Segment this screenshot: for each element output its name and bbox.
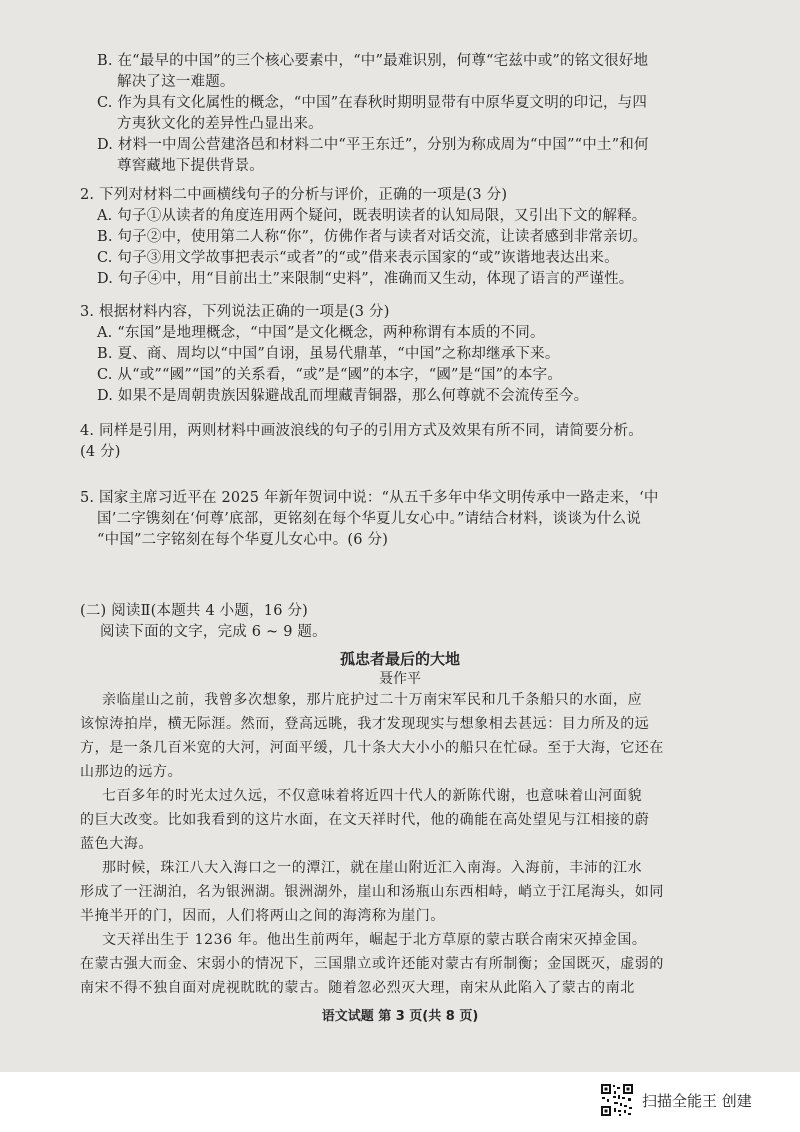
- q2-option-c: C. 句子③用文学故事把表示“或者”的“或”借来表示国家的“或”诙谐地表达出来。: [97, 250, 619, 266]
- paragraph-line: 南宋不得不独自面对虎视眈眈的蒙古。随着忽必烈灭大理，南宋从此陷入了蒙古的南北: [80, 980, 635, 996]
- q3-option-d: D. 如果不是周朝贵族因躲避战乱而埋藏青铜器，那么何尊就不会流传至今。: [97, 388, 589, 404]
- q1-option-c-cont: 方夷狄文化的差异性凸显出来。: [117, 116, 323, 132]
- q3-option-b: B. 夏、商、周均以“中国”自诩，虽易代鼎革，“中国”之称却继承下来。: [97, 346, 560, 362]
- scanner-watermark: [600, 1082, 752, 1118]
- question-4: [80, 421, 643, 463]
- section-header: (二) 阅读Ⅱ(本题共 4 小题，16 分): [80, 603, 308, 619]
- question-3: [80, 302, 588, 407]
- q2-option-a: A. 句子①从读者的角度连用两个疑问，既表明读者的认知局限，又引出下文的解释。: [97, 208, 647, 224]
- article-paragraph-3: [80, 856, 664, 928]
- q1-option-b-cont: 解决了这一难题。: [117, 74, 235, 90]
- scanner-brand-label: 扫描全能王 创建: [642, 1091, 752, 1110]
- reading-section-2: [80, 601, 327, 643]
- question-5: [80, 488, 659, 551]
- question-2: [80, 185, 647, 290]
- article-body: [80, 688, 664, 1000]
- article-paragraph-2: [80, 784, 664, 856]
- paragraph-line: 半掩半开的门，因而，人们将两山之间的海湾称为崖门。: [80, 908, 445, 924]
- q3-option-a: A. “东国”是地理概念，“中国”是文化概念，两种称谓有本质的不同。: [97, 325, 545, 341]
- paragraph-line: 蓝色大海。: [80, 836, 153, 852]
- paragraph-line: 文天祥出生于 1236 年。他出生前两年，崛起于北方草原的蒙古联合南宋灭掉金国。: [102, 932, 647, 948]
- paragraph-line: 山那边的远方。: [80, 764, 183, 780]
- article-paragraph-4: [80, 928, 664, 1000]
- qr-code-icon: [600, 1083, 634, 1117]
- paragraph-line: 那时候，珠江八大入海口之一的潭江，就在崖山附近汇入南海。入海前，丰沛的江水: [102, 860, 643, 876]
- q1-option-c: C. 作为具有文化属性的概念，“中国”在春秋时期明显带有中原华夏文明的印记，与四: [97, 95, 648, 111]
- q2-stem: 2. 下列对材料二中画横线句子的分析与评价，正确的一项是(3 分): [80, 187, 508, 203]
- q5-line-2: 国’二字镌刻在‘何尊’底部，更铭刻在每个华夏儿女心中。”请结合材料，谈谈为什么说: [97, 511, 641, 527]
- page-footer: 语文试题 第 3 页(共 8 页): [321, 1009, 479, 1024]
- q5-line-3: “中国”二字铭刻在每个华夏儿女心中。(6 分): [97, 532, 389, 548]
- q1-option-d-cont: 尊窖藏地下提供背景。: [117, 158, 264, 174]
- article-paragraph-1: [80, 688, 664, 784]
- paragraph-line: 的巨大改变。比如我看到的这片水面，在文天祥时代，他的确能在高处望见与江相接的蔚: [80, 812, 650, 828]
- q4-line-2: (4 分): [80, 444, 121, 460]
- section-instruction: 阅读下面的文字，完成 6 ~ 9 题。: [100, 624, 327, 640]
- article-author: 聂作平: [379, 671, 421, 687]
- q5-line-1: 5. 国家主席习近平在 2025 年新年贺词中说：“从五千多年中华文明传承中一路走来，‘中: [80, 490, 659, 506]
- q1-option-b: B. 在“最早的中国”的三个核心要素中，“中”最难识别，何尊“宅兹中或”的铭文很好地: [97, 53, 649, 69]
- paragraph-line: 方，是一条几百米宽的大河，河面平缓，几十条大大小小的船只在忙碌。至于大海，它还在: [80, 740, 664, 756]
- q3-stem: 3. 根据材料内容，下列说法正确的一项是(3 分): [80, 304, 390, 320]
- paragraph-line: 亲临崖山之前，我曾多次想象，那片庇护过二十万南宋军民和几千条船只的水面，应: [102, 692, 643, 708]
- q4-line-1: 4. 同样是引用，两则材料中画波浪线的句子的引用方式及效果有所不同，请简要分析。: [80, 423, 643, 439]
- q2-option-b: B. 句子②中，使用第二人称“你”，仿佛作者与读者对话交流，让读者感到非常亲切。: [97, 229, 648, 245]
- q3-option-c: C. 从“或”“國”“国”的关系看，“或”是“國”的本字，“國”是“国”的本字。: [97, 367, 563, 383]
- q1-option-d: D. 材料一中周公营建洛邑和材料二中“平王东迁”，分别为称成周为“中国”“中土”和何: [97, 137, 649, 153]
- article-title: 孤忠者最后的大地: [339, 650, 460, 668]
- paragraph-line: 七百多年的时光太过久远，不仅意味着将近四十代人的新陈代谢，也意味着山河面貌: [102, 788, 643, 804]
- paragraph-line: 该惊涛拍岸，横无际涯。然而，登高远眺，我才发现现实与想象相去甚远：目力所及的远: [80, 716, 650, 732]
- paragraph-line: 形成了一汪湖泊，名为银洲湖。银洲湖外，崖山和汤瓶山东西相峙，峭立于江尾海头，如同: [80, 884, 664, 900]
- q1-options: [97, 51, 649, 177]
- q2-option-d: D. 句子④中，用“目前出土”来限制“史料”，准确而又生动，体现了语言的严谨性。: [97, 271, 634, 287]
- paragraph-line: 在蒙古强大而金、宋弱小的情况下，三国鼎立或许还能对蒙古有所制衡；金国既灭，虚弱的: [80, 956, 664, 972]
